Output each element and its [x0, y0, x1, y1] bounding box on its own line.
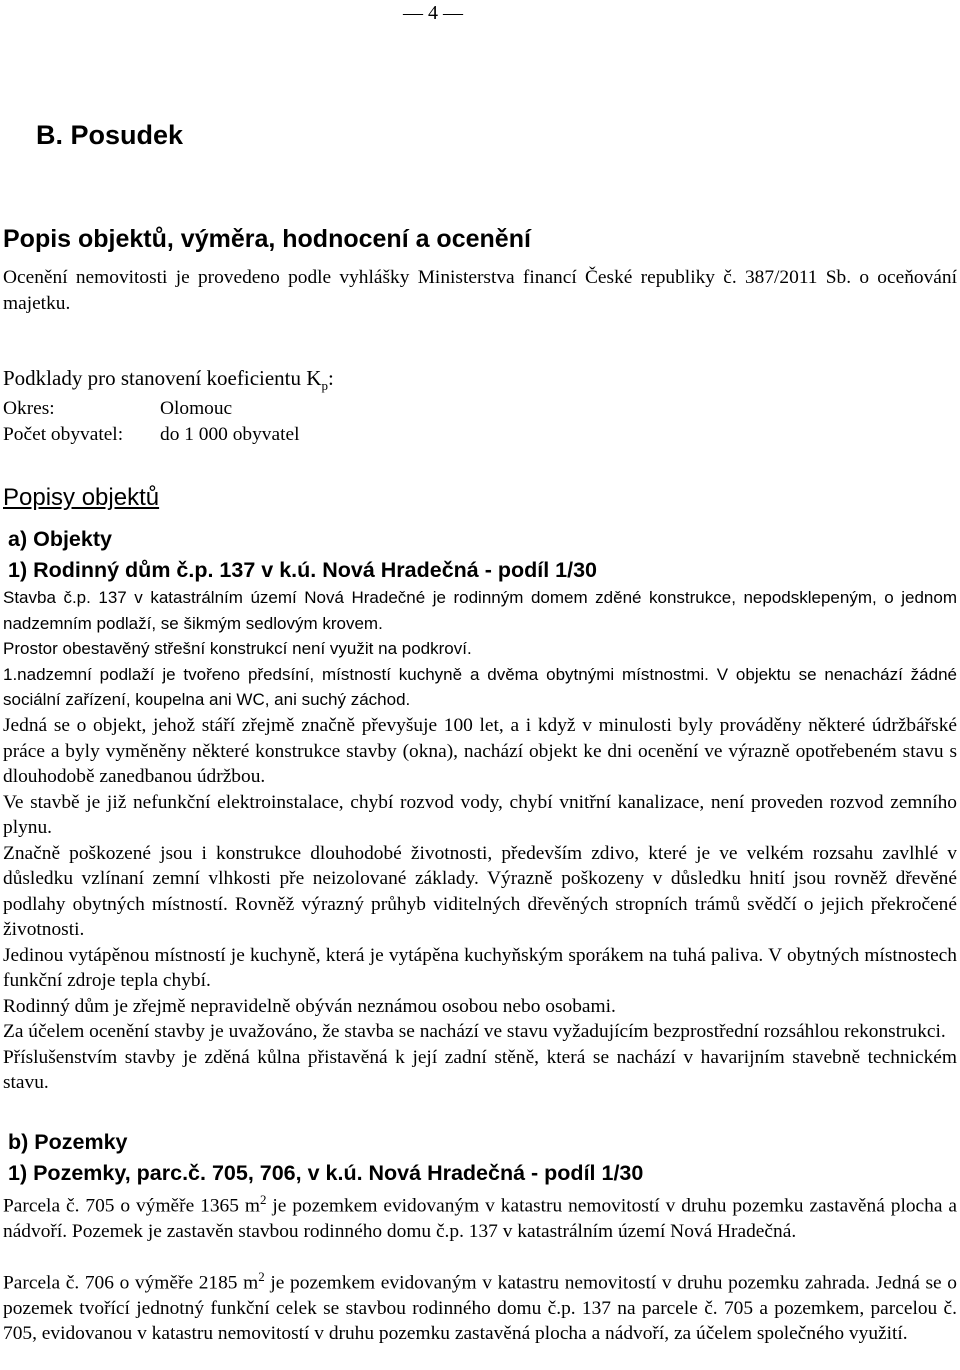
objekt1-condition-paragraph: Rodinný dům je zřejmě nepravidelně obýván neznámou osobou nebo osobami. [3, 995, 616, 1017]
objekt1-condition-paragraph: Jedinou vytápěnou místností je kuchyně, která je vytápěna kuchyňským sporákem na tuhá paliva. V obytných místnostech funkční zdroje tepla chybí. [3, 944, 957, 991]
objekt1-paragraph: Prostor obestavěný střešní konstrukcí není využit na podkroví. [3, 639, 472, 658]
objekt1-condition [3, 713, 957, 1096]
okres-value: Olomouc [160, 398, 233, 419]
parcela-705-text [3, 1187, 957, 1244]
objekt1-condition-paragraph: Značně poškozené jsou i konstrukce dlouhodobé životnosti, především zdivo, které je ve velkém rozsahu zavlhlé v důsledku vzlínaní zemní vlhkosti pře neizolované základy. Výrazně poškozeny v důsledku hnití jsou rovněž dřevěné podlahy obytných místností. Rovněž výrazný průhyb viditelných dřevěných stropních trámů svědčí o jejich překročené životnosti. [3, 842, 957, 940]
objekt1-paragraph: 1.nadzemní podlaží je tvořeno předsíní, místností kuchyně a dvěma obytnými místnostmi. V objektu se nenachází žádné sociální zařízení, koupelna ani WC, ani suchý záchod. [3, 664, 957, 709]
kp-title-sub: p [321, 378, 328, 394]
obyvatel-label: Počet obyvatel: [3, 424, 124, 445]
kp-title-text: Podklady pro stanovení koeficientu K [3, 366, 322, 390]
popisy-heading: Popisy objektů [3, 484, 160, 511]
obyvatel-row [3, 424, 299, 446]
objekt1-condition-paragraph: Příslušenstvím stavby je zděná kůlna přistavěná k její zadní stěně, která se nachází v havarijním stavebně technickém stavu. [3, 1046, 957, 1093]
objekt1-condition-paragraph: Za účelem ocenění stavby je uvažováno, že stavba se nachází ve stavu vyžadujícím bezprostřední rozsáhlou rekonstrukci. [3, 1021, 946, 1042]
parcela-706-post: je pozemkem evidovaným v katastru nemovitostí v druhu pozemku zahrada. Jedná se o pozemek tvořící jednotný funkční celek se stavbou rodinného domu č.p. 137 na parcele č. 705 a pozemkem, parcelou č. 705, evidovanou v katastru nemovitostí v druhu pozemku zastavěná plocha a nádvoří, za účelem společného využití. [3, 1272, 957, 1345]
parcela-705-sup: 2 [259, 1192, 267, 1207]
intro-text: Ocenění nemovitosti je provedeno podle vyhlášky Ministerstva financí České republiky č. 387/2011 Sb. o oceňování majetku. [3, 267, 957, 314]
intro-paragraph [3, 265, 957, 316]
parcela-705 [3, 1187, 957, 1244]
parcela-705-pre: Parcela č. 705 o výměře 1365 m [3, 1195, 260, 1217]
kp-title [3, 366, 334, 394]
heading-posudek: B. Posudek [36, 120, 184, 150]
parcela-706-sup: 2 [258, 1269, 265, 1284]
parcela-706 [3, 1264, 957, 1347]
page-number: — 4 — [403, 2, 463, 24]
okres-row [3, 398, 232, 420]
objekt1-paragraph: Stavba č.p. 137 v katastrálním území Nová Hradečné je rodinným domem zděné konstrukce, nepodsklepeným, o jednom nadzemním podlaží, se šikmým sedlovým krovem. [3, 588, 957, 633]
kp-title-colon: : [327, 366, 334, 390]
page-number-value: 4 [428, 2, 438, 24]
objekt1-description [3, 585, 957, 713]
okres-label: Okres: [3, 398, 55, 419]
obyvatel-value: do 1 000 obyvatel [160, 424, 300, 445]
parcela-705-post: je pozemkem evidovaným v katastru nemovitostí v druhu pozemku zastavěná plocha a nádvoří. Pozemek je zastavěn stavbou rodinného domu č.p. 137 v katastrálním území Nová Hradečná. [3, 1195, 957, 1242]
parcela-706-pre: Parcela č. 706 o výměře 2185 m [3, 1272, 259, 1294]
pozemky1-heading: 1) Pozemky, parc.č. 705, 706, v k.ú. Nová Hradečná - podíl 1/30 [8, 1161, 644, 1185]
objekt1-condition-paragraph: Jedná se o objekt, jehož stáří zřejmě značně převyšuje 100 let, a i když v minulosti byly prováděny některé údržbářské práce a byly vyměněny některé konstrukce stavby (okna), nachází objekt ke dni ocenění ve výrazně opotřebeném stavu s dlouhodobě zanedbanou údržbou. [3, 715, 957, 787]
objekty-heading: a) Objekty [8, 527, 112, 551]
pozemky-heading: b) Pozemky [8, 1130, 128, 1154]
parcela-706-text [3, 1264, 957, 1347]
objekt1-heading: 1) Rodinný dům č.p. 137 v k.ú. Nová Hradečná - podíl 1/30 [8, 558, 598, 582]
heading-main: Popis objektů, výměra, hodnocení a ocenění [3, 225, 531, 253]
objekt1-condition-paragraph: Ve stavbě je již nefunkční elektroinstalace, chybí rozvod vody, chybí vnitřní kanalizace, není proveden rozvod zemního plynu. [3, 791, 957, 838]
